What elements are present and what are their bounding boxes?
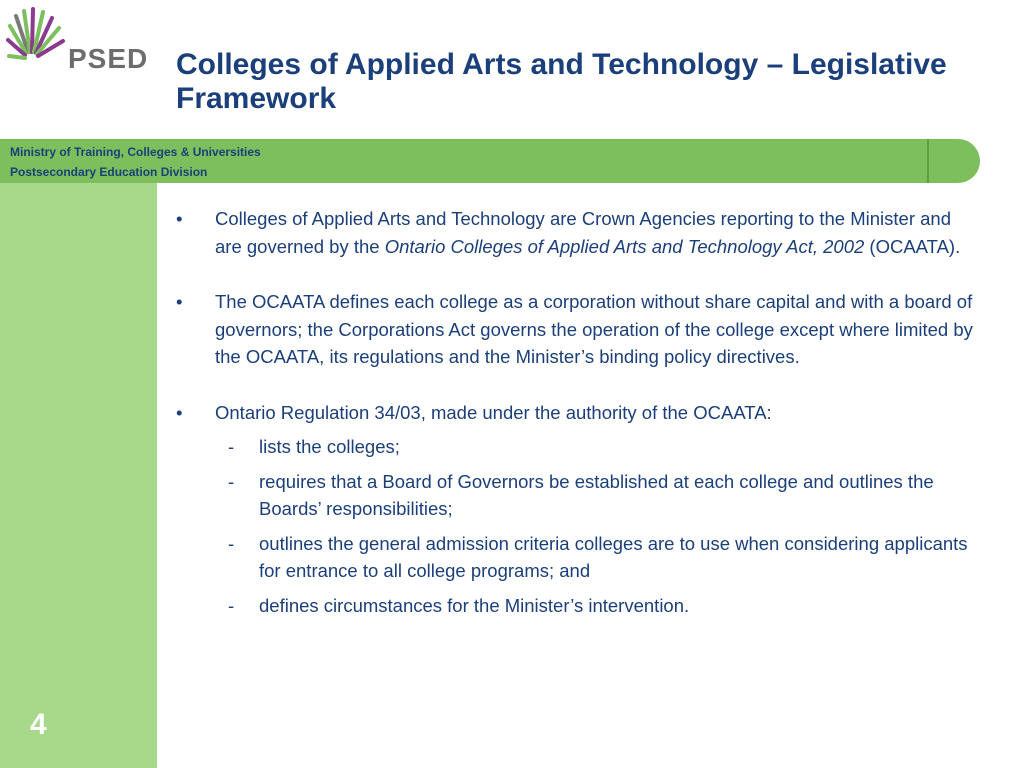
sub-bullet-text: requires that a Board of Governors be established at each college and outlines the Boards’ responsibilities; xyxy=(259,470,934,519)
slide-body xyxy=(176,205,976,619)
sub-bullet-item xyxy=(176,530,976,585)
sub-bullet-text: outlines the general admission criteria colleges are to use when considering applicants for entrance to all college programs; and xyxy=(259,532,968,581)
dash-marker: - xyxy=(228,436,235,457)
bullet-item xyxy=(176,205,976,260)
dash-marker: - xyxy=(228,594,235,616)
left-sidebar xyxy=(0,183,157,768)
psed-logo xyxy=(6,6,156,72)
bullet-text: Ontario Regulation 34/03, made under the authority of the OCAATA: xyxy=(215,401,772,423)
bullet-marker: • xyxy=(176,401,183,423)
psed-logo-icon xyxy=(6,6,66,72)
sub-bullet-item xyxy=(176,433,976,461)
sub-bullet-text: defines circumstances for the Minister’s intervention. xyxy=(259,594,690,616)
ministry-name: Ministry of Training, Colleges & Universities xyxy=(10,145,261,159)
bullet-item xyxy=(176,288,976,371)
sub-bullet-item xyxy=(176,592,976,620)
page-number: 4 xyxy=(30,708,47,741)
bullet-text-pre: Colleges of Applied Arts and Technology are Crown Agencies reporting to the Minister and are governed by the xyxy=(215,208,951,257)
dash-marker: - xyxy=(228,532,235,554)
bullet-text: The OCAATA defines each college as a corporation without share capital and with a board of governors; the Corporations Act governs the operation of the college except where limited by the OCAATA, its regulations and the Minister’s binding policy directives. xyxy=(215,291,973,367)
sub-bullet-text: lists the colleges; xyxy=(259,436,400,457)
bullet-item xyxy=(176,399,976,427)
bullet-text-post: (OCAATA). xyxy=(864,235,961,257)
band-divider xyxy=(927,139,929,183)
bullet-marker: • xyxy=(176,291,183,312)
psed-logo-text: PSED xyxy=(68,43,149,74)
act-name: Ontario Colleges of Applied Arts and Technology Act, 2002 xyxy=(384,235,865,257)
slide-title: Colleges of Applied Arts and Technology – Legislative Framework xyxy=(176,48,947,115)
dash-marker: - xyxy=(228,470,235,492)
bullet-marker: • xyxy=(176,208,183,229)
division-name: Postsecondary Education Division xyxy=(10,165,208,179)
sub-bullet-item xyxy=(176,468,976,523)
